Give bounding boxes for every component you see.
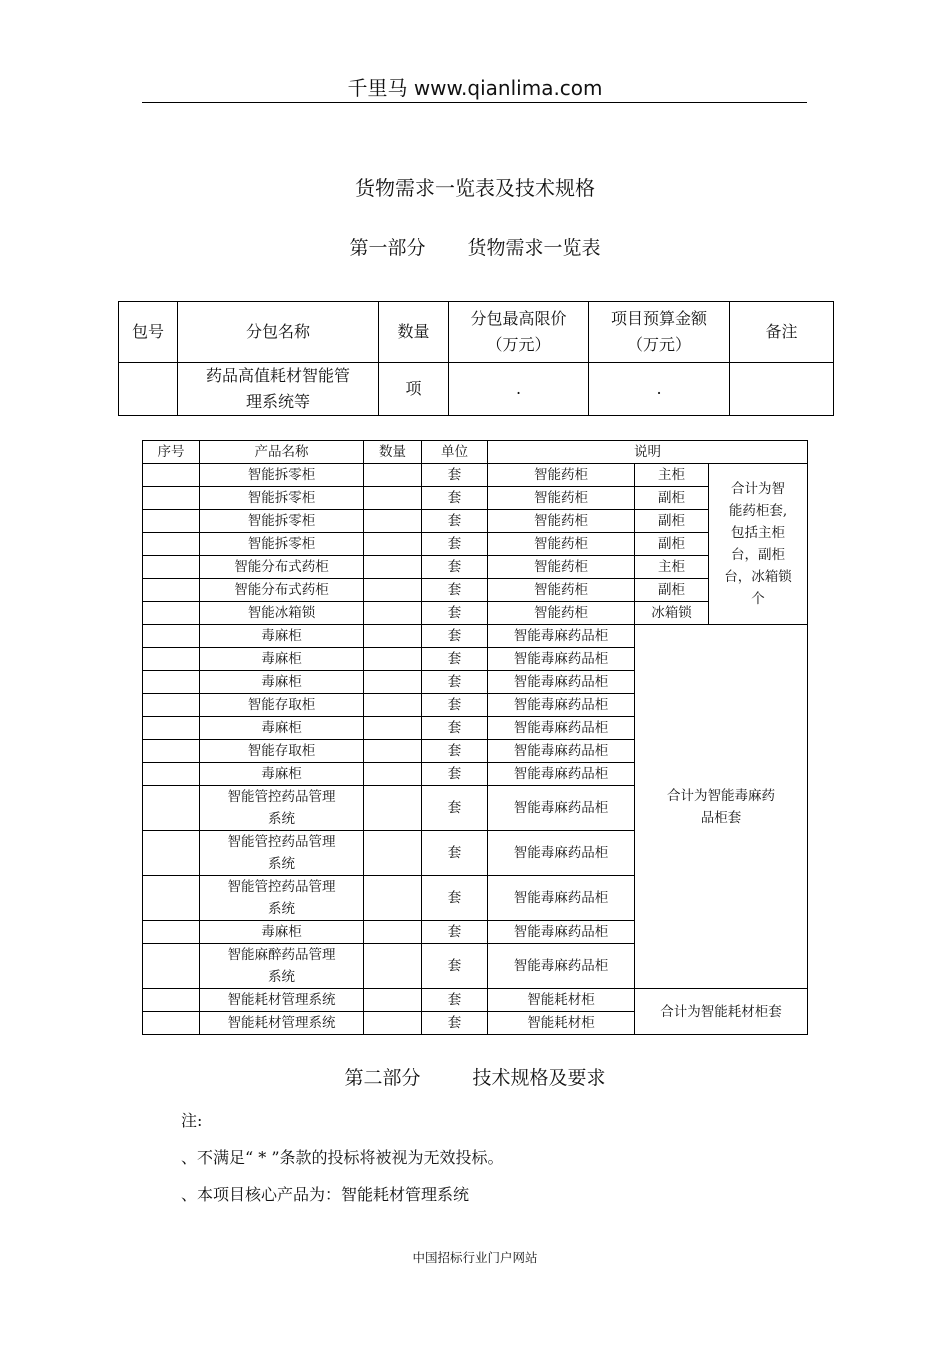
serial-cell <box>143 786 200 831</box>
product-name-line1: 智能麻醉药品管理 <box>227 947 336 963</box>
quantity-cell <box>364 717 422 740</box>
col-product-name: 产品名称 <box>200 441 364 464</box>
quantity-cell <box>364 602 422 625</box>
product-name-cell: 智能拆零柜 <box>200 487 364 510</box>
product-name-cell <box>200 944 364 989</box>
product-name-line1: 智能管控药品管理 <box>227 789 336 805</box>
part2-label: 第二部分 <box>344 1067 421 1089</box>
unit-cell: 套 <box>422 944 488 989</box>
goods-table <box>142 440 808 1035</box>
group-note-consumables-cabinet: 合计为智能耗材柜套 <box>635 989 808 1035</box>
goods-row <box>143 602 808 625</box>
product-name-line2: 系统 <box>268 969 295 985</box>
product-name-cell: 智能分布式药柜 <box>200 556 364 579</box>
part1-label: 第一部分 <box>349 237 426 259</box>
page-footer: 中国招标行业门户网站 <box>412 1250 538 1265</box>
product-name-line1: 智能管控药品管理 <box>227 834 336 850</box>
part2-name: 技术规格及要求 <box>472 1067 606 1089</box>
group-note-drug-cabinet-line: 包括主柜 <box>731 525 785 541</box>
description-cell: 智能毒麻药品柜 <box>488 944 635 989</box>
serial-cell <box>143 579 200 602</box>
package-name <box>178 363 379 416</box>
site-header: 千里马 www.qianlima.com <box>347 76 603 100</box>
serial-cell <box>143 763 200 786</box>
serial-cell <box>143 510 200 533</box>
group-note-narcotic-cabinet-line: 合计为智能毒麻药 <box>667 787 775 804</box>
group-note-narcotic-cabinet <box>635 625 808 989</box>
col-description: 说明 <box>488 441 808 464</box>
product-name-cell <box>200 831 364 876</box>
serial-cell <box>143 671 200 694</box>
product-name-cell: 毒麻柜 <box>200 717 364 740</box>
col-budget <box>589 302 730 363</box>
serial-cell <box>143 602 200 625</box>
description-cell: 智能药柜 <box>488 510 635 533</box>
product-name-line1: 智能管控药品管理 <box>227 879 336 895</box>
group-note-narcotic-cabinet-line: 品柜套 <box>700 809 742 826</box>
note-item: 、不满足“ * ”条款的投标将被视为无效投标。 <box>181 1148 504 1167</box>
description-cell: 智能药柜 <box>488 556 635 579</box>
goods-row <box>143 464 808 487</box>
unit-cell: 套 <box>422 579 488 602</box>
description-cell: 智能毒麻药品柜 <box>488 740 635 763</box>
goods-row <box>143 989 808 1012</box>
serial-cell <box>143 944 200 989</box>
group-note-drug-cabinet-line: 台，副柜 <box>731 547 785 563</box>
quantity-cell <box>364 625 422 648</box>
part1-heading <box>0 233 950 260</box>
product-name-line2: 系统 <box>268 811 295 827</box>
product-name-cell: 毒麻柜 <box>200 763 364 786</box>
quantity-cell <box>364 921 422 944</box>
serial-cell <box>143 694 200 717</box>
group-note-drug-cabinet-line: 台，冰箱锁 <box>724 569 792 585</box>
package-name-line1: 药品高值耗材智能管 <box>205 366 350 385</box>
description-cell: 智能毒麻药品柜 <box>488 671 635 694</box>
col-serial: 序号 <box>143 441 200 464</box>
product-name-cell: 毒麻柜 <box>200 671 364 694</box>
unit-cell: 套 <box>422 717 488 740</box>
quantity-cell <box>364 786 422 831</box>
serial-cell <box>143 921 200 944</box>
quantity-cell <box>364 876 422 921</box>
description-cell: 智能毒麻药品柜 <box>488 921 635 944</box>
description-cell: 智能药柜 <box>488 579 635 602</box>
serial-cell <box>143 464 200 487</box>
product-name-cell: 毒麻柜 <box>200 625 364 648</box>
product-name-line2: 系统 <box>268 901 295 917</box>
quantity-cell <box>364 944 422 989</box>
product-name-cell: 智能存取柜 <box>200 740 364 763</box>
quantity-cell <box>364 487 422 510</box>
unit-cell: 套 <box>422 625 488 648</box>
goods-row <box>143 556 808 579</box>
col-quantity: 数量 <box>364 441 422 464</box>
description-cell: 智能毒麻药品柜 <box>488 648 635 671</box>
col-budget-line1: 项目预算金额 <box>610 309 707 328</box>
col-quantity: 数量 <box>379 302 449 363</box>
product-name-cell: 智能耗材管理系统 <box>200 989 364 1012</box>
package-remark <box>730 363 834 416</box>
col-max-price-unit: （万元） <box>486 335 551 354</box>
serial-cell <box>143 533 200 556</box>
description-cell: 智能药柜 <box>488 533 635 556</box>
unit-cell: 套 <box>422 487 488 510</box>
col-remark: 备注 <box>730 302 834 363</box>
serial-cell <box>143 831 200 876</box>
quantity-cell <box>364 556 422 579</box>
cabinet-type-cell: 副柜 <box>635 510 709 533</box>
package-max-price: . <box>449 363 589 416</box>
product-name-cell: 智能耗材管理系统 <box>200 1012 364 1035</box>
unit-cell: 套 <box>422 648 488 671</box>
package-name-line2: 理系统等 <box>245 392 310 411</box>
cabinet-type-cell: 副柜 <box>635 487 709 510</box>
unit-cell: 套 <box>422 1012 488 1035</box>
package-header-row <box>119 302 834 363</box>
description-cell: 智能毒麻药品柜 <box>488 717 635 740</box>
description-cell: 智能毒麻药品柜 <box>488 625 635 648</box>
goods-row <box>143 579 808 602</box>
serial-cell <box>143 989 200 1012</box>
col-package-no: 包号 <box>119 302 178 363</box>
goods-row <box>143 625 808 648</box>
col-max-price-line1: 分包最高限价 <box>470 309 567 328</box>
description-cell: 智能毒麻药品柜 <box>488 694 635 717</box>
quantity-cell <box>364 533 422 556</box>
description-cell: 智能耗材柜 <box>488 989 635 1012</box>
unit-cell: 套 <box>422 786 488 831</box>
package-budget: . <box>589 363 730 416</box>
product-name-cell: 智能拆零柜 <box>200 510 364 533</box>
goods-row <box>143 487 808 510</box>
col-budget-unit: （万元） <box>626 335 691 354</box>
quantity-cell <box>364 1012 422 1035</box>
goods-header-row <box>143 441 808 464</box>
unit-cell: 套 <box>422 921 488 944</box>
description-cell: 智能毒麻药品柜 <box>488 786 635 831</box>
unit-cell: 套 <box>422 556 488 579</box>
quantity-cell <box>364 989 422 1012</box>
quantity-cell <box>364 648 422 671</box>
unit-cell: 套 <box>422 464 488 487</box>
serial-cell <box>143 648 200 671</box>
note-item: 、本项目核心产品为：智能耗材管理系统 <box>181 1185 470 1204</box>
product-name-cell <box>200 876 364 921</box>
serial-cell <box>143 556 200 579</box>
product-name-cell: 智能拆零柜 <box>200 464 364 487</box>
quantity-cell <box>364 671 422 694</box>
quantity-cell <box>364 740 422 763</box>
product-name-cell: 智能冰箱锁 <box>200 602 364 625</box>
serial-cell <box>143 487 200 510</box>
goods-row <box>143 510 808 533</box>
group-note-drug-cabinet-line: 个 <box>751 591 765 607</box>
product-name-cell: 智能拆零柜 <box>200 533 364 556</box>
quantity-cell <box>364 831 422 876</box>
package-no <box>119 363 178 416</box>
unit-cell: 套 <box>422 876 488 921</box>
serial-cell <box>143 625 200 648</box>
quantity-cell <box>364 694 422 717</box>
product-name-cell: 智能存取柜 <box>200 694 364 717</box>
cabinet-type-cell: 主柜 <box>635 556 709 579</box>
cabinet-type-cell: 主柜 <box>635 464 709 487</box>
cabinet-type-cell: 副柜 <box>635 579 709 602</box>
package-table <box>118 301 834 416</box>
unit-cell: 套 <box>422 989 488 1012</box>
description-cell: 智能药柜 <box>488 487 635 510</box>
description-cell: 智能毒麻药品柜 <box>488 876 635 921</box>
group-note-drug-cabinet-line: 能药柜套, <box>728 503 788 519</box>
goods-row <box>143 533 808 556</box>
product-name-cell: 毒麻柜 <box>200 921 364 944</box>
unit-cell: 套 <box>422 763 488 786</box>
unit-cell: 套 <box>422 533 488 556</box>
part2-heading <box>0 1063 950 1090</box>
unit-cell: 套 <box>422 510 488 533</box>
serial-cell <box>143 876 200 921</box>
unit-cell: 套 <box>422 740 488 763</box>
group-note-drug-cabinet <box>709 464 808 625</box>
cabinet-type-cell: 冰箱锁 <box>635 602 709 625</box>
unit-cell: 套 <box>422 831 488 876</box>
serial-cell <box>143 717 200 740</box>
quantity-cell <box>364 510 422 533</box>
col-unit: 单位 <box>422 441 488 464</box>
unit-cell: 套 <box>422 671 488 694</box>
product-name-cell: 智能分布式药柜 <box>200 579 364 602</box>
description-cell: 智能药柜 <box>488 602 635 625</box>
quantity-cell <box>364 464 422 487</box>
product-name-cell <box>200 786 364 831</box>
serial-cell <box>143 1012 200 1035</box>
notes <box>181 1107 504 1218</box>
group-note-drug-cabinet-line: 合计为智 <box>731 481 785 497</box>
document-title: 货物需求一览表及技术规格 <box>355 176 595 200</box>
quantity-cell <box>364 579 422 602</box>
part1-name: 货物需求一览表 <box>467 237 601 259</box>
package-qty: 项 <box>379 363 449 416</box>
description-cell: 智能毒麻药品柜 <box>488 831 635 876</box>
note-heading: 注: <box>181 1111 203 1130</box>
quantity-cell <box>364 763 422 786</box>
unit-cell: 套 <box>422 602 488 625</box>
description-cell: 智能毒麻药品柜 <box>488 763 635 786</box>
package-row <box>119 363 834 416</box>
header-divider <box>142 102 807 103</box>
cabinet-type-cell: 副柜 <box>635 533 709 556</box>
col-max-price <box>449 302 589 363</box>
col-package-name: 分包名称 <box>178 302 379 363</box>
description-cell: 智能耗材柜 <box>488 1012 635 1035</box>
serial-cell <box>143 740 200 763</box>
unit-cell: 套 <box>422 694 488 717</box>
product-name-line2: 系统 <box>268 856 295 872</box>
description-cell: 智能药柜 <box>488 464 635 487</box>
product-name-cell: 毒麻柜 <box>200 648 364 671</box>
